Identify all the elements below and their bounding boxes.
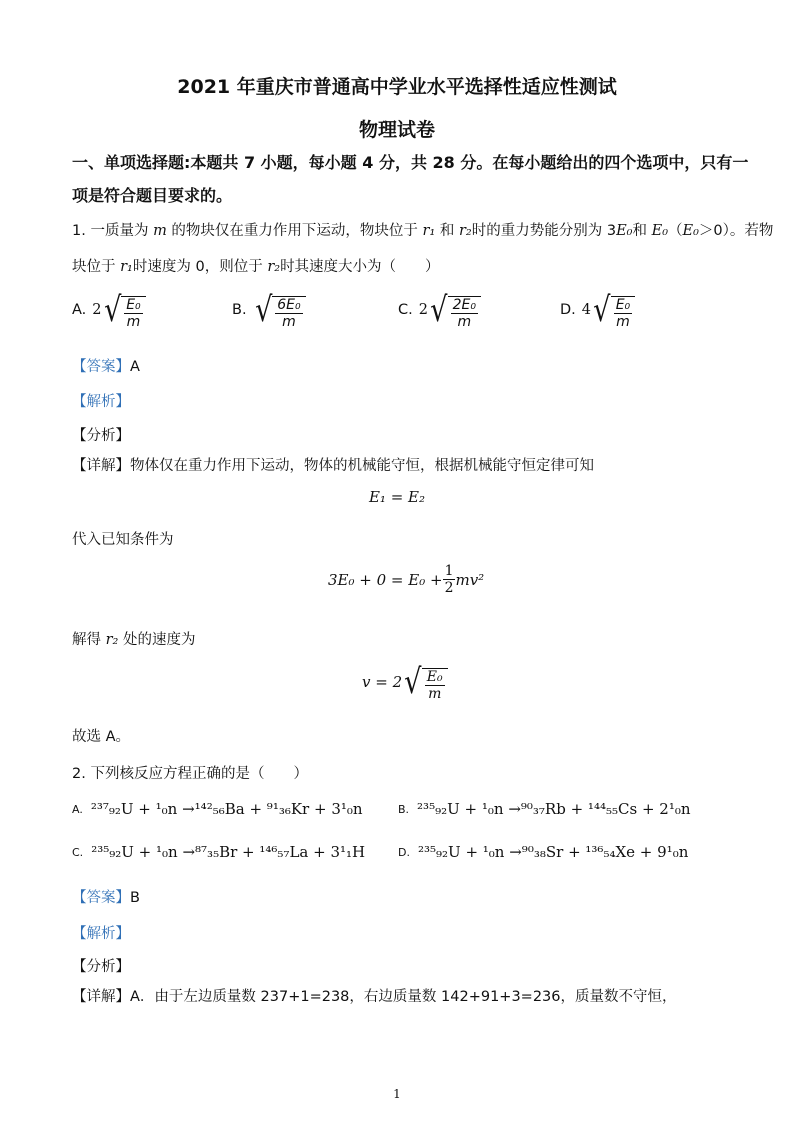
frac-num: 6E₀: [277, 297, 301, 313]
q2-option-d[interactable]: [398, 843, 688, 861]
option-label: A.: [72, 302, 87, 318]
sqrt-radical: √ $\frac{\text{E₀}}{m}$: [402, 662, 448, 702]
q1-conclusion: 故选 A。: [72, 729, 131, 745]
eq-part: v = 2: [362, 673, 403, 691]
solve-text: 处的速度为: [118, 632, 196, 648]
q1-r1-symbol: r₁: [422, 223, 436, 239]
q2-option-b[interactable]: [398, 800, 691, 818]
q2-option-a[interactable]: [72, 800, 363, 818]
option-label: C.: [72, 845, 84, 859]
q1-detail: [72, 454, 594, 475]
eq-fraction: [443, 563, 456, 596]
frac-num: 1: [444, 563, 454, 579]
page-title: 2021 年重庆市普通高中学业水平选择性适应性测试: [177, 76, 617, 98]
q1-r2-symbol: r₂: [459, 223, 472, 239]
q1-fenxi-tag: 【分析】: [72, 428, 130, 444]
q1-option-d[interactable]: [560, 290, 635, 330]
q1-stem-line2: [72, 255, 440, 276]
q2-detail: [72, 985, 677, 1006]
nuclear-equation: ²³⁵₉₂U + ¹₀n →⁸⁷₃₅Br + ¹⁴⁶₅₇La + 3¹₁H: [91, 843, 366, 861]
nuclear-equation: ²³⁷₉₂U + ¹₀n →¹⁴²₅₆Ba + ⁹¹₃₆Kr + 3¹₀n: [90, 800, 363, 818]
q1-equation-1: E₁ = E₂: [368, 488, 426, 506]
frac-num: E₀: [426, 669, 443, 685]
eq-part: mv²: [455, 570, 485, 589]
option-coef: 2: [418, 302, 428, 318]
option-coef: 4: [581, 302, 592, 318]
detail-text: A．由于左边质量数 237+1=238，右边质量数 142+91+3=236，质量数不守恒，: [130, 989, 677, 1005]
q1-text: （: [668, 223, 683, 239]
q1-option-b[interactable]: [232, 290, 306, 330]
sqrt-radical: √ $\frac{\text{E₀}}{m}$: [102, 290, 146, 330]
q2-fenxi-tag: 【分析】: [72, 959, 130, 975]
q1-text: 时其速度大小为（ ）: [280, 259, 440, 275]
q2-option-c[interactable]: [72, 843, 365, 861]
frac-den: 2: [444, 580, 454, 596]
q1-r2-symbol: r₂: [267, 259, 281, 275]
q1-r2-symbol: r₂: [105, 632, 119, 648]
frac-den: m: [282, 314, 296, 330]
q1-solve-text: [72, 628, 195, 649]
q1-r1-symbol: r₁: [120, 259, 133, 275]
q1-e0-symbol: E₀: [616, 223, 633, 239]
detail-tag: 【详解】: [72, 458, 130, 474]
q1-text: 和: [435, 223, 459, 239]
frac-den: m: [428, 686, 442, 702]
nuclear-equation: ²³⁵₉₂U + ¹₀n →⁹⁰₃₇Rb + ¹⁴⁴₅₅Cs + 2¹₀n: [417, 800, 691, 818]
answer-tag: 【答案】: [72, 359, 130, 375]
answer-tag: 【答案】: [72, 890, 130, 906]
eq-part: 3E₀ + 0 = E₀ +: [328, 570, 443, 589]
answer-value: A: [130, 359, 140, 375]
page-number: 1: [393, 1087, 401, 1101]
option-label: D.: [560, 302, 576, 318]
q1-text: 块位于: [72, 259, 121, 275]
q2-stem: 2. 下列核反应方程正确的是（ ）: [72, 766, 308, 782]
frac-den: m: [616, 314, 630, 330]
option-coef: 2: [92, 302, 102, 318]
frac-den: m: [457, 314, 472, 330]
option-label: B.: [398, 802, 410, 816]
option-label: A.: [72, 802, 83, 816]
detail-tag: 【详解】: [72, 989, 130, 1005]
q1-jiexi-tag: 【解析】: [72, 394, 130, 410]
q1-text: 1. 一质量为: [72, 223, 154, 239]
q1-e0-symbol: E₀: [682, 223, 699, 239]
q1-text: 时的重力势能分别为 3: [471, 223, 617, 239]
detail-text: 物体仅在重力作用下运动，物体的机械能守恒，根据机械能守恒定律可知: [130, 458, 594, 474]
q1-text: ＞0）。若物: [698, 223, 774, 239]
q1-equation-3: [362, 662, 448, 702]
sqrt-radical: √ $\frac{\text{2E₀}}{m}$: [428, 290, 481, 330]
sqrt-radical: √ $\frac{\text{E₀}}{m}$: [591, 290, 635, 330]
option-label: D.: [398, 845, 410, 859]
q1-text: 的物块仅在重力作用下运动，物块位于: [166, 223, 423, 239]
q1-text: 时速度为 0，则位于: [132, 259, 268, 275]
answer-value: B: [130, 890, 140, 906]
q1-e0-symbol: E₀: [651, 223, 669, 239]
frac-num: 2E₀: [452, 297, 477, 313]
frac-num: E₀: [615, 297, 631, 313]
nuclear-equation: ²³⁵₉₂U + ¹₀n →⁹⁰₃₈Sr + ¹³⁶₅₄Xe + 9¹₀n: [417, 843, 689, 861]
option-label: B.: [232, 302, 247, 318]
q1-stem-line1: [72, 219, 773, 240]
q1-substitute-text: 代入已知条件为: [72, 532, 174, 548]
section-heading-line1: 一、单项选择题:本题共 7 小题，每小题 4 分，共 28 分。在每小题给出的四个选项中，只有一: [72, 153, 749, 172]
q1-answer: [72, 355, 140, 376]
page-subtitle: 物理试卷: [358, 119, 435, 141]
q1-option-c[interactable]: [398, 290, 481, 330]
q2-answer: [72, 886, 140, 907]
option-label: C.: [398, 302, 413, 318]
solve-text: 解得: [72, 632, 106, 648]
q1-mass-symbol: m: [153, 223, 167, 239]
frac-den: m: [126, 314, 141, 330]
section-heading-line2: 项是符合题目要求的。: [72, 186, 233, 205]
q2-jiexi-tag: 【解析】: [72, 926, 130, 942]
q1-option-a[interactable]: [72, 290, 146, 330]
sqrt-radical: √ $\frac{\text{6E₀}}{m}$: [253, 290, 306, 330]
frac-num: E₀: [126, 297, 141, 313]
q1-equation-2: [328, 563, 484, 596]
q1-text: 和: [632, 223, 652, 239]
